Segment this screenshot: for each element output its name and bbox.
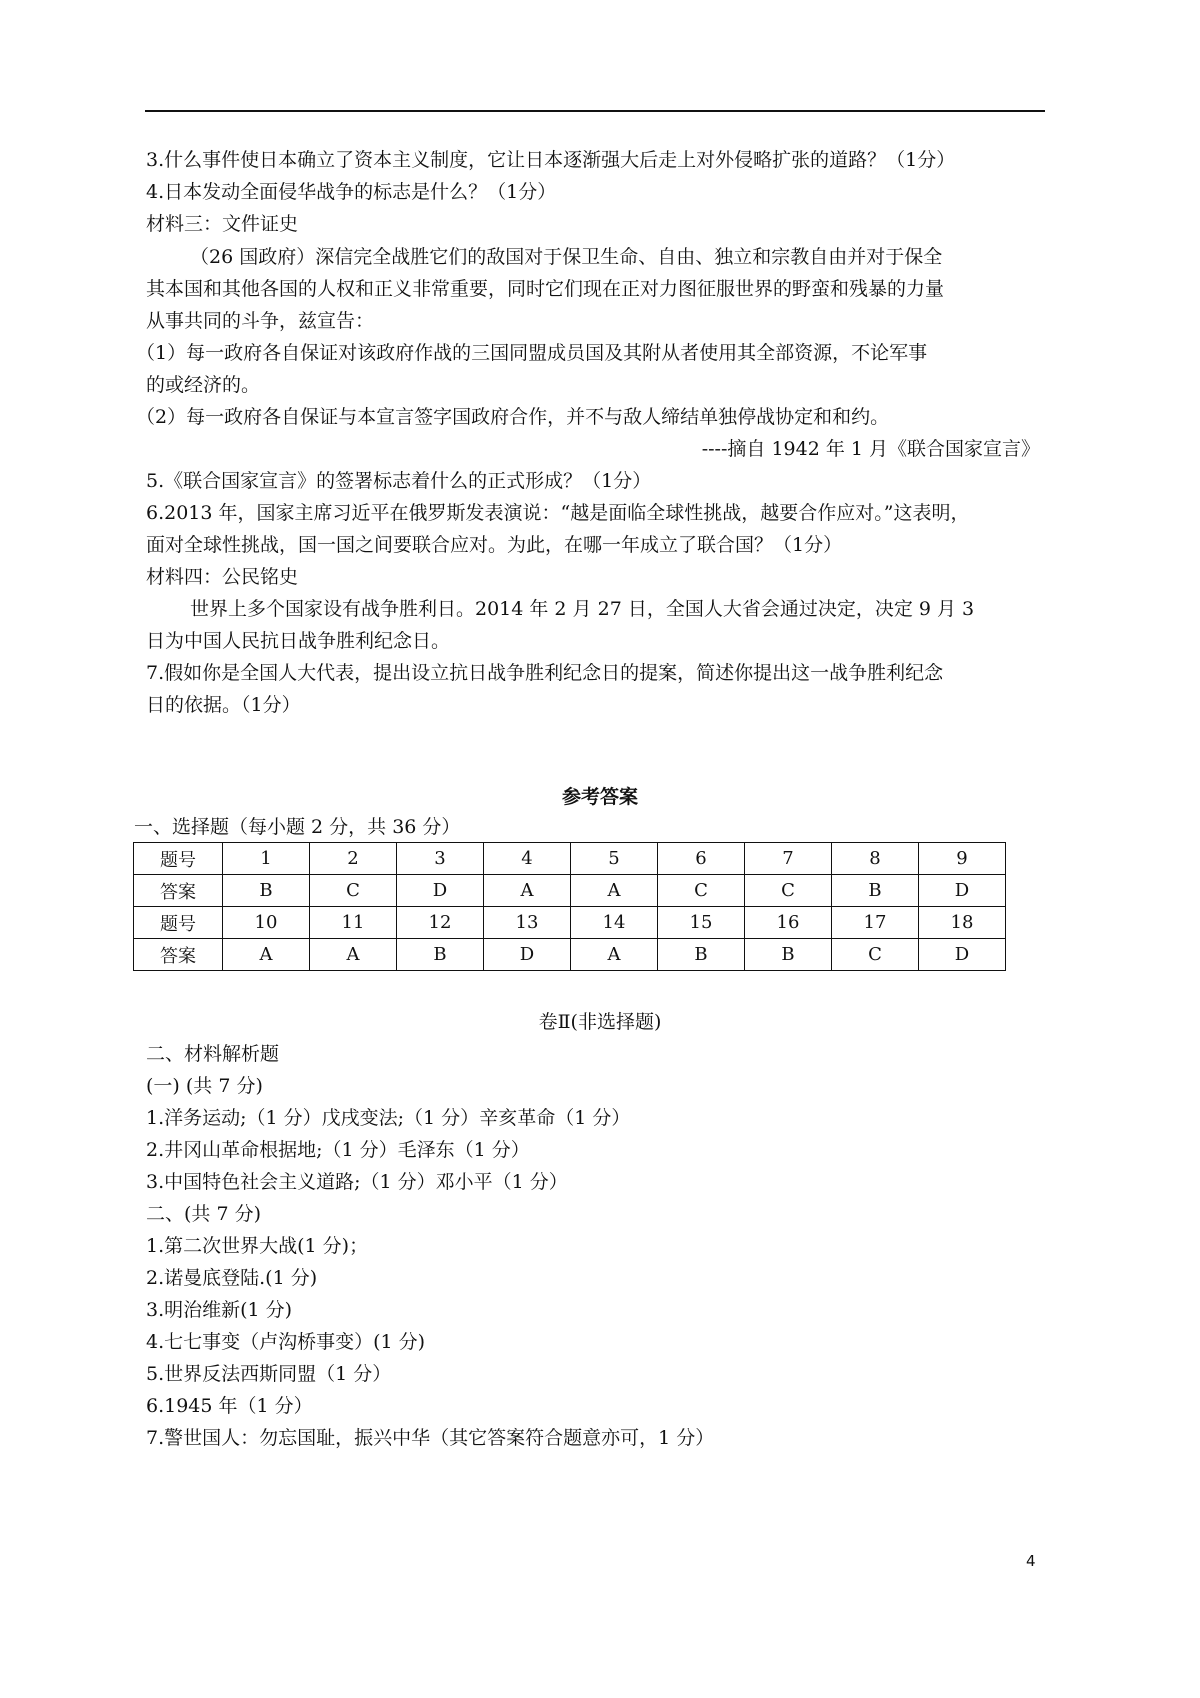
- table-cell: 11: [310, 907, 397, 939]
- material-3-paragraph: 从事共同的斗争，兹宣告：: [146, 310, 375, 332]
- table-cell: B: [658, 939, 745, 971]
- table-cell: 答案: [134, 939, 223, 971]
- table-cell: B: [223, 875, 310, 907]
- table-cell: 9: [919, 843, 1006, 875]
- question-7: 7.假如你是全国人大代表，提出设立抗日战争胜利纪念日的提案，简述你提出这一战争胜利纪念: [146, 662, 944, 684]
- table-cell: B: [745, 939, 832, 971]
- question-7: 日的依据。（1分）: [146, 694, 301, 716]
- question-5: 5.《联合国家宣言》的签署标志着什么的正式形成？（1分）: [146, 470, 652, 492]
- answer-line: 2.诺曼底登陆.(1 分): [146, 1267, 318, 1289]
- table-row: [134, 907, 1006, 939]
- table-cell: 答案: [134, 875, 223, 907]
- section-heading: 一、选择题（每小题 2 分，共 36 分）: [134, 816, 461, 838]
- answers-title: 参考答案: [561, 786, 638, 808]
- material-3-paragraph: 其本国和其他各国的人权和正义非常重要，同时它们现在正对力图征服世界的野蛮和残暴的力量: [146, 278, 945, 300]
- table-cell: 3: [397, 843, 484, 875]
- volume-2-heading: 卷Ⅱ(非选择题): [538, 1011, 662, 1033]
- table-cell: 题号: [134, 843, 223, 875]
- table-cell: 10: [223, 907, 310, 939]
- answer-line: 1.洋务运动;（1 分）戊戌变法;（1 分）辛亥革命（1 分）: [146, 1107, 631, 1129]
- table-cell: 12: [397, 907, 484, 939]
- table-cell: D: [484, 939, 571, 971]
- table-cell: 8: [832, 843, 919, 875]
- table-row: [134, 939, 1006, 971]
- table-cell: 2: [310, 843, 397, 875]
- answer-line: 1.第二次世界大战(1 分)；: [146, 1235, 369, 1257]
- part-heading: (一) (共 7 分): [146, 1075, 263, 1097]
- header-rule: [145, 110, 1045, 112]
- table-row: [134, 875, 1006, 907]
- table-cell: A: [571, 875, 658, 907]
- material-4-paragraph: 日为中国人民抗日战争胜利纪念日。: [146, 630, 451, 652]
- answer-line: 3.明治维新(1 分): [146, 1299, 293, 1321]
- table-cell: 题号: [134, 907, 223, 939]
- page-number: 4: [1026, 1552, 1036, 1570]
- question-4: 4.日本发动全面侵华战争的标志是什么？（1分）: [146, 181, 557, 203]
- question-3: 3.什么事件使日本确立了资本主义制度，它让日本逐渐强大后走上对外侵略扩张的道路？（1分）: [146, 149, 956, 171]
- table-cell: 14: [571, 907, 658, 939]
- table-cell: 16: [745, 907, 832, 939]
- table-cell: C: [832, 939, 919, 971]
- answer-line: 6.1945 年（1 分）: [146, 1395, 313, 1417]
- answer-line: 4.七七事变（卢沟桥事变）(1 分): [146, 1331, 426, 1353]
- table-cell: 7: [745, 843, 832, 875]
- answer-line: 2.井冈山革命根据地;（1 分）毛泽东（1 分）: [146, 1139, 530, 1161]
- table-cell: 5: [571, 843, 658, 875]
- answer-line: 7.警世国人：勿忘国耻，振兴中华（其它答案符合题意亦可，1 分）: [146, 1427, 715, 1449]
- table-cell: 4: [484, 843, 571, 875]
- table-cell: B: [832, 875, 919, 907]
- answer-table: [133, 842, 1006, 971]
- table-cell: B: [397, 939, 484, 971]
- table-cell: 18: [919, 907, 1006, 939]
- table-cell: 15: [658, 907, 745, 939]
- material-4-paragraph: 世界上多个国家设有战争胜利日。2014 年 2 月 27 日，全国人大省会通过决定，决定 9 月 3: [190, 598, 975, 620]
- table-cell: 17: [832, 907, 919, 939]
- answer-line: 5.世界反法西斯同盟（1 分）: [146, 1363, 392, 1385]
- table-cell: D: [397, 875, 484, 907]
- table-cell: A: [571, 939, 658, 971]
- question-6: 6.2013 年，国家主席习近平在俄罗斯发表演说：“越是面临全球性挑战，越要合作应对。”这表明，: [146, 502, 970, 524]
- material-3-source: ----摘自 1942 年 1 月《联合国家宣言》: [701, 438, 1040, 460]
- part-heading: 二、(共 7 分): [146, 1203, 261, 1225]
- material-3-clause: （1）每一政府各自保证对该政府作战的三国同盟成员国及其附从者使用其全部资源，不论军事: [136, 342, 928, 364]
- table-cell: A: [223, 939, 310, 971]
- material-3-clause: 的或经济的。: [146, 374, 261, 396]
- table-cell: A: [484, 875, 571, 907]
- table-row: [134, 843, 1006, 875]
- table-cell: C: [310, 875, 397, 907]
- table-cell: C: [658, 875, 745, 907]
- material-4-title: 材料四：公民铭史: [146, 566, 299, 588]
- answer-line: 3.中国特色社会主义道路;（1 分）邓小平（1 分）: [146, 1171, 568, 1193]
- table-cell: A: [310, 939, 397, 971]
- material-3-clause: （2）每一政府各自保证与本宣言签字国政府合作，并不与敌人缔结单独停战协定和和约。: [136, 406, 890, 428]
- table-cell: 13: [484, 907, 571, 939]
- table-cell: D: [919, 939, 1006, 971]
- material-3-title: 材料三：文件证史: [146, 213, 299, 235]
- section-heading: 二、材料解析题: [146, 1043, 280, 1065]
- question-6: 面对全球性挑战，国一国之间要联合应对。为此，在哪一年成立了联合国？（1分）: [146, 534, 843, 556]
- table-cell: 6: [658, 843, 745, 875]
- table-cell: C: [745, 875, 832, 907]
- material-3-paragraph: （26 国政府）深信完全战胜它们的敌国对于保卫生命、自由、独立和宗教自由并对于保全: [190, 246, 943, 268]
- table-cell: D: [919, 875, 1006, 907]
- table-cell: 1: [223, 843, 310, 875]
